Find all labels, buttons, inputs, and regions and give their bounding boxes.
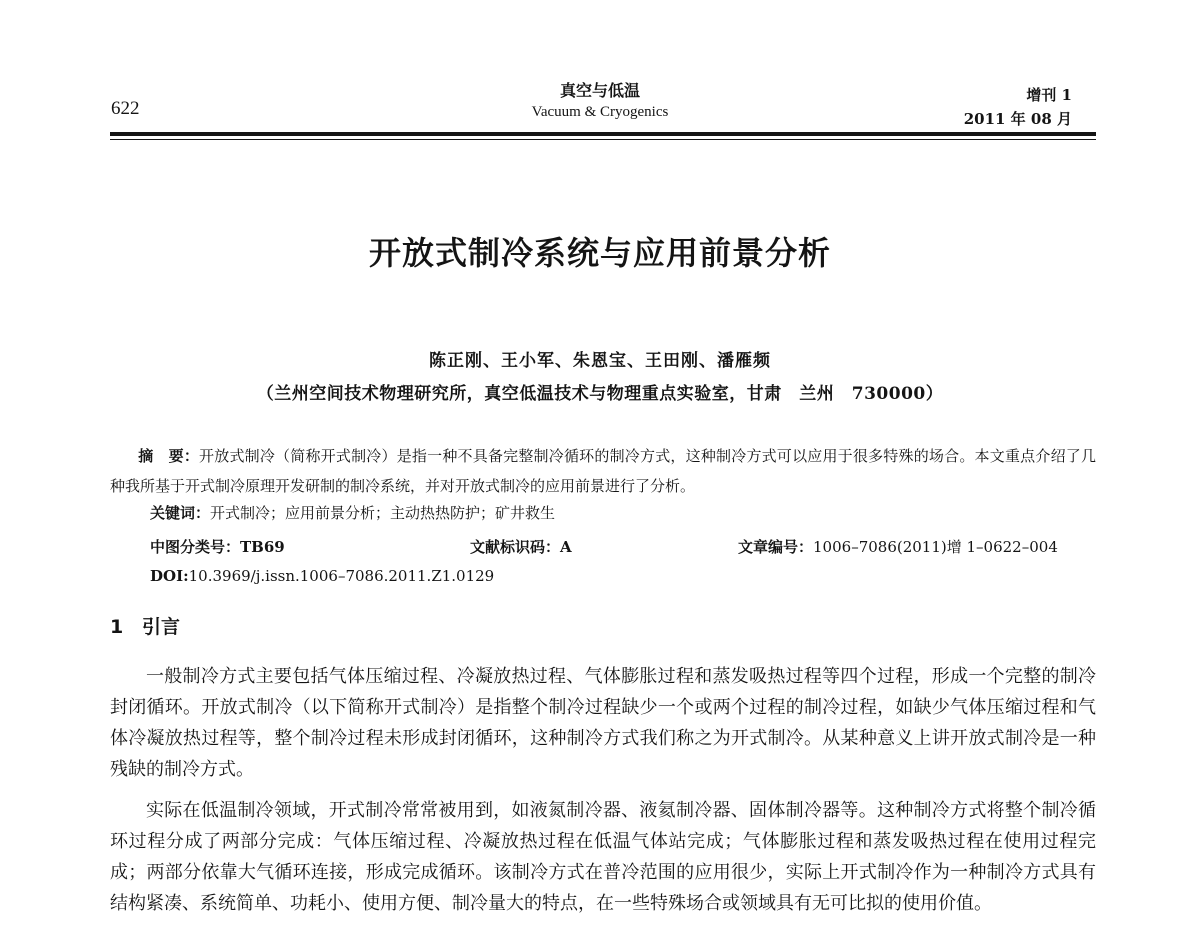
doi-label: DOI: [150, 567, 189, 585]
article-id-value: 1006–7086(2011)增 1–0622–004 [813, 538, 1058, 556]
journal-title-en: Vacuum & Cryogenics [531, 104, 669, 120]
abstract [110, 441, 1096, 501]
header-rule-thin [110, 139, 1096, 140]
doc-code-label: 文献标识码： [470, 538, 561, 556]
article-id [738, 536, 1058, 557]
header-rule-thick [110, 132, 1096, 136]
issue-label: 增刊 1 [1026, 86, 1072, 104]
paragraph-text: 实际在低温制冷领域，开式制冷常常被用到，如液氮制冷器、液氦制冷器、固体制冷器等。这种制冷方式将整个制冷循环过程分成了两部分完成：气体压缩过程、冷凝放热过程在低温气体站完成；气体膨胀过程和蒸发吸热过程在使用过程完成；两部分依靠大气循环连接，形成完成循环。该制冷方式在普冷范围的应用很少，实际上开式制冷作为一种制冷方式具有结构紧凑、系统简单、功耗小、使用方便、制冷量大的特点，在一些特殊场合或领域具有无可比拟的使用价值。 [110, 800, 1096, 914]
keywords-label: 关键词： [150, 504, 211, 522]
keywords-text: 开式制冷；应用前景分析；主动热热防护；矿井救生 [210, 504, 556, 522]
clc-label: 中图分类号： [150, 538, 241, 556]
clc-number [150, 536, 285, 557]
paragraph-2 [110, 795, 1096, 919]
clc-value: TB69 [240, 538, 285, 556]
article-affiliation: （兰州空间技术物理研究所，真空低温技术与物理重点实验室，甘肃 兰州 730000） [256, 384, 944, 404]
issue-date: 2011 年 08 月 [963, 110, 1072, 128]
doc-code-value: A [560, 538, 572, 556]
abstract-label: 摘 要： [138, 447, 200, 465]
paragraph-text: 一般制冷方式主要包括气体压缩过程、冷凝放热过程、气体膨胀过程和蒸发吸热过程等四个过程，形成一个完整的制冷封闭循环。开放式制冷（以下简称开式制冷）是指整个制冷过程缺少一个或两个过程的制冷过程，如缺少气体压缩过程和气体冷凝放热过程等，整个制冷过程未形成封闭循环，这种制冷方式我们称之为开式制冷。从某种意义上讲开放式制冷是一种残缺的制冷方式。 [110, 666, 1096, 780]
section-heading [110, 612, 180, 639]
keywords [150, 502, 555, 523]
journal-title-cn: 真空与低温 [559, 81, 640, 100]
article-id-label: 文章编号： [738, 538, 814, 556]
page-number: 622 [111, 98, 140, 119]
section-title: 引言 [142, 616, 181, 638]
section-number: 1 [110, 616, 124, 638]
article-authors: 陈正刚、王小军、朱恩宝、王田刚、潘雁频 [429, 351, 771, 371]
abstract-text: 开放式制冷（简称开式制冷）是指一种不具备完整制冷循环的制冷方式，这种制冷方式可以应用于很多特殊的场合。本文重点介绍了几种我所基于开式制冷原理开发研制的制冷系统，并对开放式制冷的应用前景进行了分析。 [110, 447, 1096, 495]
doi [150, 567, 494, 585]
doi-value: 10.3969/j.issn.1006–7086.2011.Z1.0129 [188, 567, 495, 585]
document-code [470, 536, 572, 557]
paragraph-1 [110, 661, 1096, 785]
article-title: 开放式制冷系统与应用前景分析 [368, 234, 831, 272]
